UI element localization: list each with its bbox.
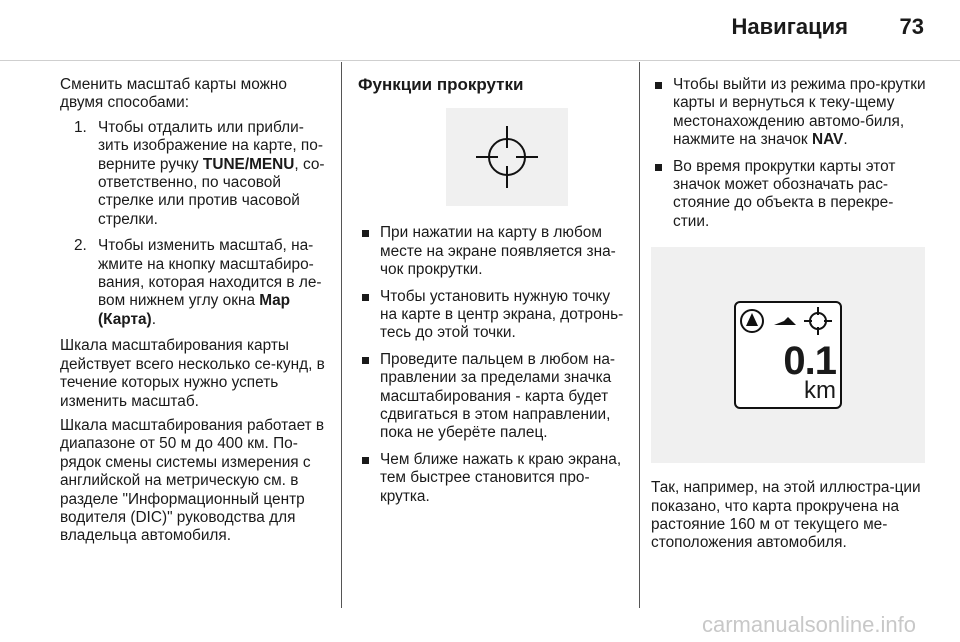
list-text: . <box>151 310 156 328</box>
crosshair-icon <box>804 307 832 335</box>
direction-arrow-icon <box>774 317 796 325</box>
list-text: Чтобы выйти из режима про-крутки карты и вернуться к теку-щему местонахождению автомо-биля, нажмите на значок <box>673 76 926 149</box>
list-text: , со-ответственно, по часовой стрелке или против часовой стрелки. <box>98 155 325 228</box>
figure-caption: Так, например, на этой иллюстра-ции показано, что карта прокручена на растояние 160 м от текущего ме-стоположения автомобиля. <box>651 479 921 552</box>
column-right <box>651 76 927 559</box>
list-item <box>358 351 626 443</box>
list-text: Чем ближе нажать к краю экрана, тем быстрее становится про-крутка. <box>380 450 622 505</box>
list-text: Чтобы отдалить или прибли-зить изображение на карте, по-верните ручку <box>98 118 323 173</box>
distance-unit: km <box>804 377 836 405</box>
list-item <box>651 76 927 150</box>
watermark: carmanualsonline.info <box>701 612 916 637</box>
column-middle <box>358 76 626 514</box>
bullet-icon <box>362 294 369 301</box>
note-text: Шкала масштабирования карты действует всего несколько се-кунд, в течение которых нужно успеть изменить масштаб. <box>60 337 325 410</box>
list-text: Чтобы установить нужную точку на карте в центр экрана, дотронь-тесь до этой точки. <box>380 287 624 342</box>
page-header <box>0 0 960 62</box>
column-divider <box>639 62 640 608</box>
list-item <box>358 224 626 279</box>
bullet-icon <box>655 82 662 89</box>
bullet-icon <box>362 357 369 364</box>
intro-text: Сменить масштаб карты можно двумя способами: <box>60 76 287 112</box>
north-arrow-icon <box>741 310 763 332</box>
list-number: 2. <box>74 237 87 255</box>
outro-text: Шкала масштабирования работает в диапазоне от 50 м до 400 км. По-рядок смены системы измерения с английской на метрическую см. в разделе "Информационный центр водителя (DIC)" руководства для владельца автомобиля. <box>60 416 325 545</box>
bullet-icon <box>362 457 369 464</box>
column-left <box>60 76 330 552</box>
section-heading: Функции прокрутки <box>358 75 524 94</box>
bullet-icon <box>655 164 662 171</box>
list-text: Во время прокрутки карты этот значок может обозначать рас-стояние до объекта в перекре-стии. <box>673 157 896 230</box>
list-number: 1. <box>74 118 87 136</box>
list-item <box>358 451 626 506</box>
column-divider <box>341 62 342 608</box>
list-item <box>60 237 330 329</box>
list-item <box>651 158 927 232</box>
knob-label: TUNE/MENU <box>202 155 295 173</box>
list-text: . <box>843 131 848 149</box>
scroll-icon-figure <box>446 108 568 206</box>
lcd-display <box>734 301 842 409</box>
distance-display-figure <box>651 247 925 463</box>
section-title: Навигация <box>731 14 848 39</box>
header-rule <box>0 60 960 61</box>
list-text: При нажатии на карту в любом месте на экране появляется зна-чок прокрутки. <box>380 224 616 279</box>
list-text: Проведите пальцем в любом на-правлении за пределами значка масштабирования - карта будет сдвигаться в этом направлении, пока не уберёте палец. <box>380 350 616 442</box>
page-number: 73 <box>899 14 924 39</box>
distance-value: 0.1 <box>783 339 836 384</box>
bullet-icon <box>362 230 369 237</box>
list-text: Чтобы изменить масштаб, на-жмите на кнопку масштабиро-вания, которая находится в ле-вом нижнем углу окна <box>98 237 322 310</box>
list-item <box>358 288 626 343</box>
lcd-icons <box>736 303 840 339</box>
crosshair-icon <box>472 122 542 192</box>
nav-button-label: NAV <box>811 131 844 149</box>
list-item <box>60 119 330 229</box>
map-button-label: Map (Карта) <box>98 292 291 328</box>
